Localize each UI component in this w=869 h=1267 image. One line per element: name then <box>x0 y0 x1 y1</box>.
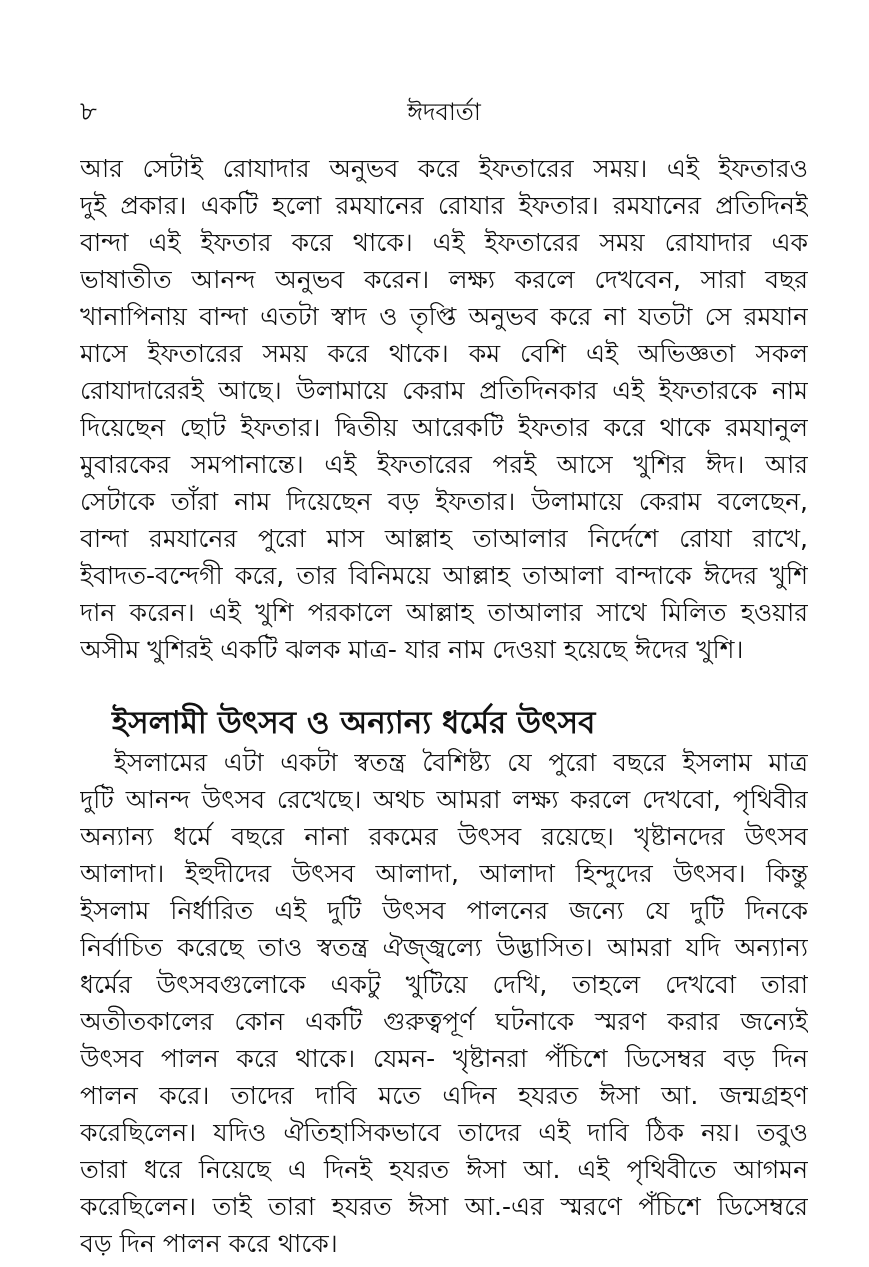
text-line: তারা ধরে নিয়েছে এ দিনই হযরত ঈসা আ. এই পৃথিবীতে আগমন <box>80 1155 808 1184</box>
text-line: বড় দিন পালন করে থাকে। <box>80 1229 338 1258</box>
page-number: ৮ <box>80 97 97 127</box>
text-line: অন্যান্য ধর্মে বছরে নানা রকমের উৎসব রয়েছে। খৃষ্টানদের উৎসব <box>80 822 808 851</box>
text-line: করেছিলেন। যদিও ঐতিহাসিকভাবে তাদের এই দাবি ঠিক নয়। তবুও <box>80 1118 808 1147</box>
text-line: আলাদা। ইহুদীদের উৎসব আলাদা, আলাদা হিন্দুদের উৎসব। কিন্তু <box>80 859 808 888</box>
text-line: ইসলামের এটা একটা স্বতন্ত্র বৈশিষ্ট্য যে পুরো বছরে ইসলাম মাত্র <box>114 748 808 777</box>
text-line: সেটাকে তাঁরা নাম দিয়েছেন বড় ইফতার। উলামায়ে কেরাম বলেছেন, <box>80 487 808 516</box>
text-line: দান করেন। এই খুশি পরকালে আল্লাহ তাআলার সাথে মিলিত হওয়ার <box>80 598 808 627</box>
text-line: ইসলাম নির্ধারিত এই দুটি উৎসব পালনের জন্যে যে দুটি দিনকে <box>80 896 808 925</box>
text-line: দুটি আনন্দ উৎসব রেখেছে। অথচ আমরা লক্ষ্য করলে দেখবো, পৃথিবীর <box>80 785 808 814</box>
text-line: উৎসব পালন করে থাকে। যেমন- খৃষ্টানরা পঁচিশে ডিসেম্বর বড় দিন <box>80 1044 808 1073</box>
text-line: মাসে ইফতারের সময় করে থাকে। কম বেশি এই অভিজ্ঞতা সকল <box>80 339 808 368</box>
page-header <box>80 92 808 132</box>
paragraph-festivals <box>80 744 808 1262</box>
text-line: দুই প্রকার। একটি হলো রমযানের রোযার ইফতার। রমযানের প্রতিদিনই <box>80 191 808 220</box>
text-line: ধর্মের উৎসবগুলোকে একটু খুটিয়ে দেখি, তাহলে দেখবো তারা <box>80 970 808 999</box>
text-line: নির্বাচিত করেছে তাও স্বতন্ত্র ঐজ্জ্বল্যে উদ্ভাসিত। আমরা যদি অন্যান্য <box>80 933 808 962</box>
text-line: দিয়েছেন ছোট ইফতার। দ্বিতীয় আরেকটি ইফতার করে থাকে রমযানুল <box>80 413 808 442</box>
text-line: ইবাদত-বন্দেগী করে, তার বিনিময়ে আল্লাহ তাআলা বান্দাকে ঈদের খুশি <box>80 561 808 590</box>
text-line: অসীম খুশিরই একটি ঝলক মাত্র- যার নাম দেওয়া হয়েছে ঈদের খুশি। <box>80 635 744 664</box>
text-line: আর সেটাই রোযাদার অনুভব করে ইফতারের সময়। এই ইফতারও <box>80 154 808 183</box>
text-line: মুবারকের সমপানান্তে। এই ইফতারের পরই আসে খুশির ঈদ। আর <box>80 450 808 479</box>
text-line: বান্দা এই ইফতার করে থাকে। এই ইফতারের সময় রোযাদার এক <box>80 228 808 257</box>
text-line: অতীতকালের কোন একটি গুরুত্বপূর্ণ ঘটনাকে স্মরণ করার জন্যেই <box>80 1007 808 1036</box>
section-heading: ইসলামী উৎসব ও অন্যান্য ধর্মের উৎসব <box>112 705 596 741</box>
text-line: বান্দা রমযানের পুরো মাস আল্লাহ তাআলার নির্দেশে রোযা রাখে, <box>80 524 808 553</box>
running-title: ঈদবার্তা <box>407 98 481 126</box>
text-line: ভাষাতীত আনন্দ অনুভব করেন। লক্ষ্য করলে দেখবেন, সারা বছর <box>80 265 808 294</box>
text-line: করেছিলেন। তাই তারা হযরত ঈসা আ.-এর স্মরণে পঁচিশে ডিসেম্বরে <box>80 1192 808 1221</box>
paragraph-iftar <box>80 150 808 668</box>
text-line: খানাপিনায় বান্দা এতটা স্বাদ ও তৃপ্তি অনুভব করে না যতটা সে রমযান <box>80 302 808 331</box>
text-line: পালন করে। তাদের দাবি মতে এদিন হযরত ঈসা আ. জন্মগ্রহণ <box>80 1081 808 1110</box>
text-line: রোযাদারেরই আছে। উলামায়ে কেরাম প্রতিদিনকার এই ইফতারকে নাম <box>80 376 808 405</box>
